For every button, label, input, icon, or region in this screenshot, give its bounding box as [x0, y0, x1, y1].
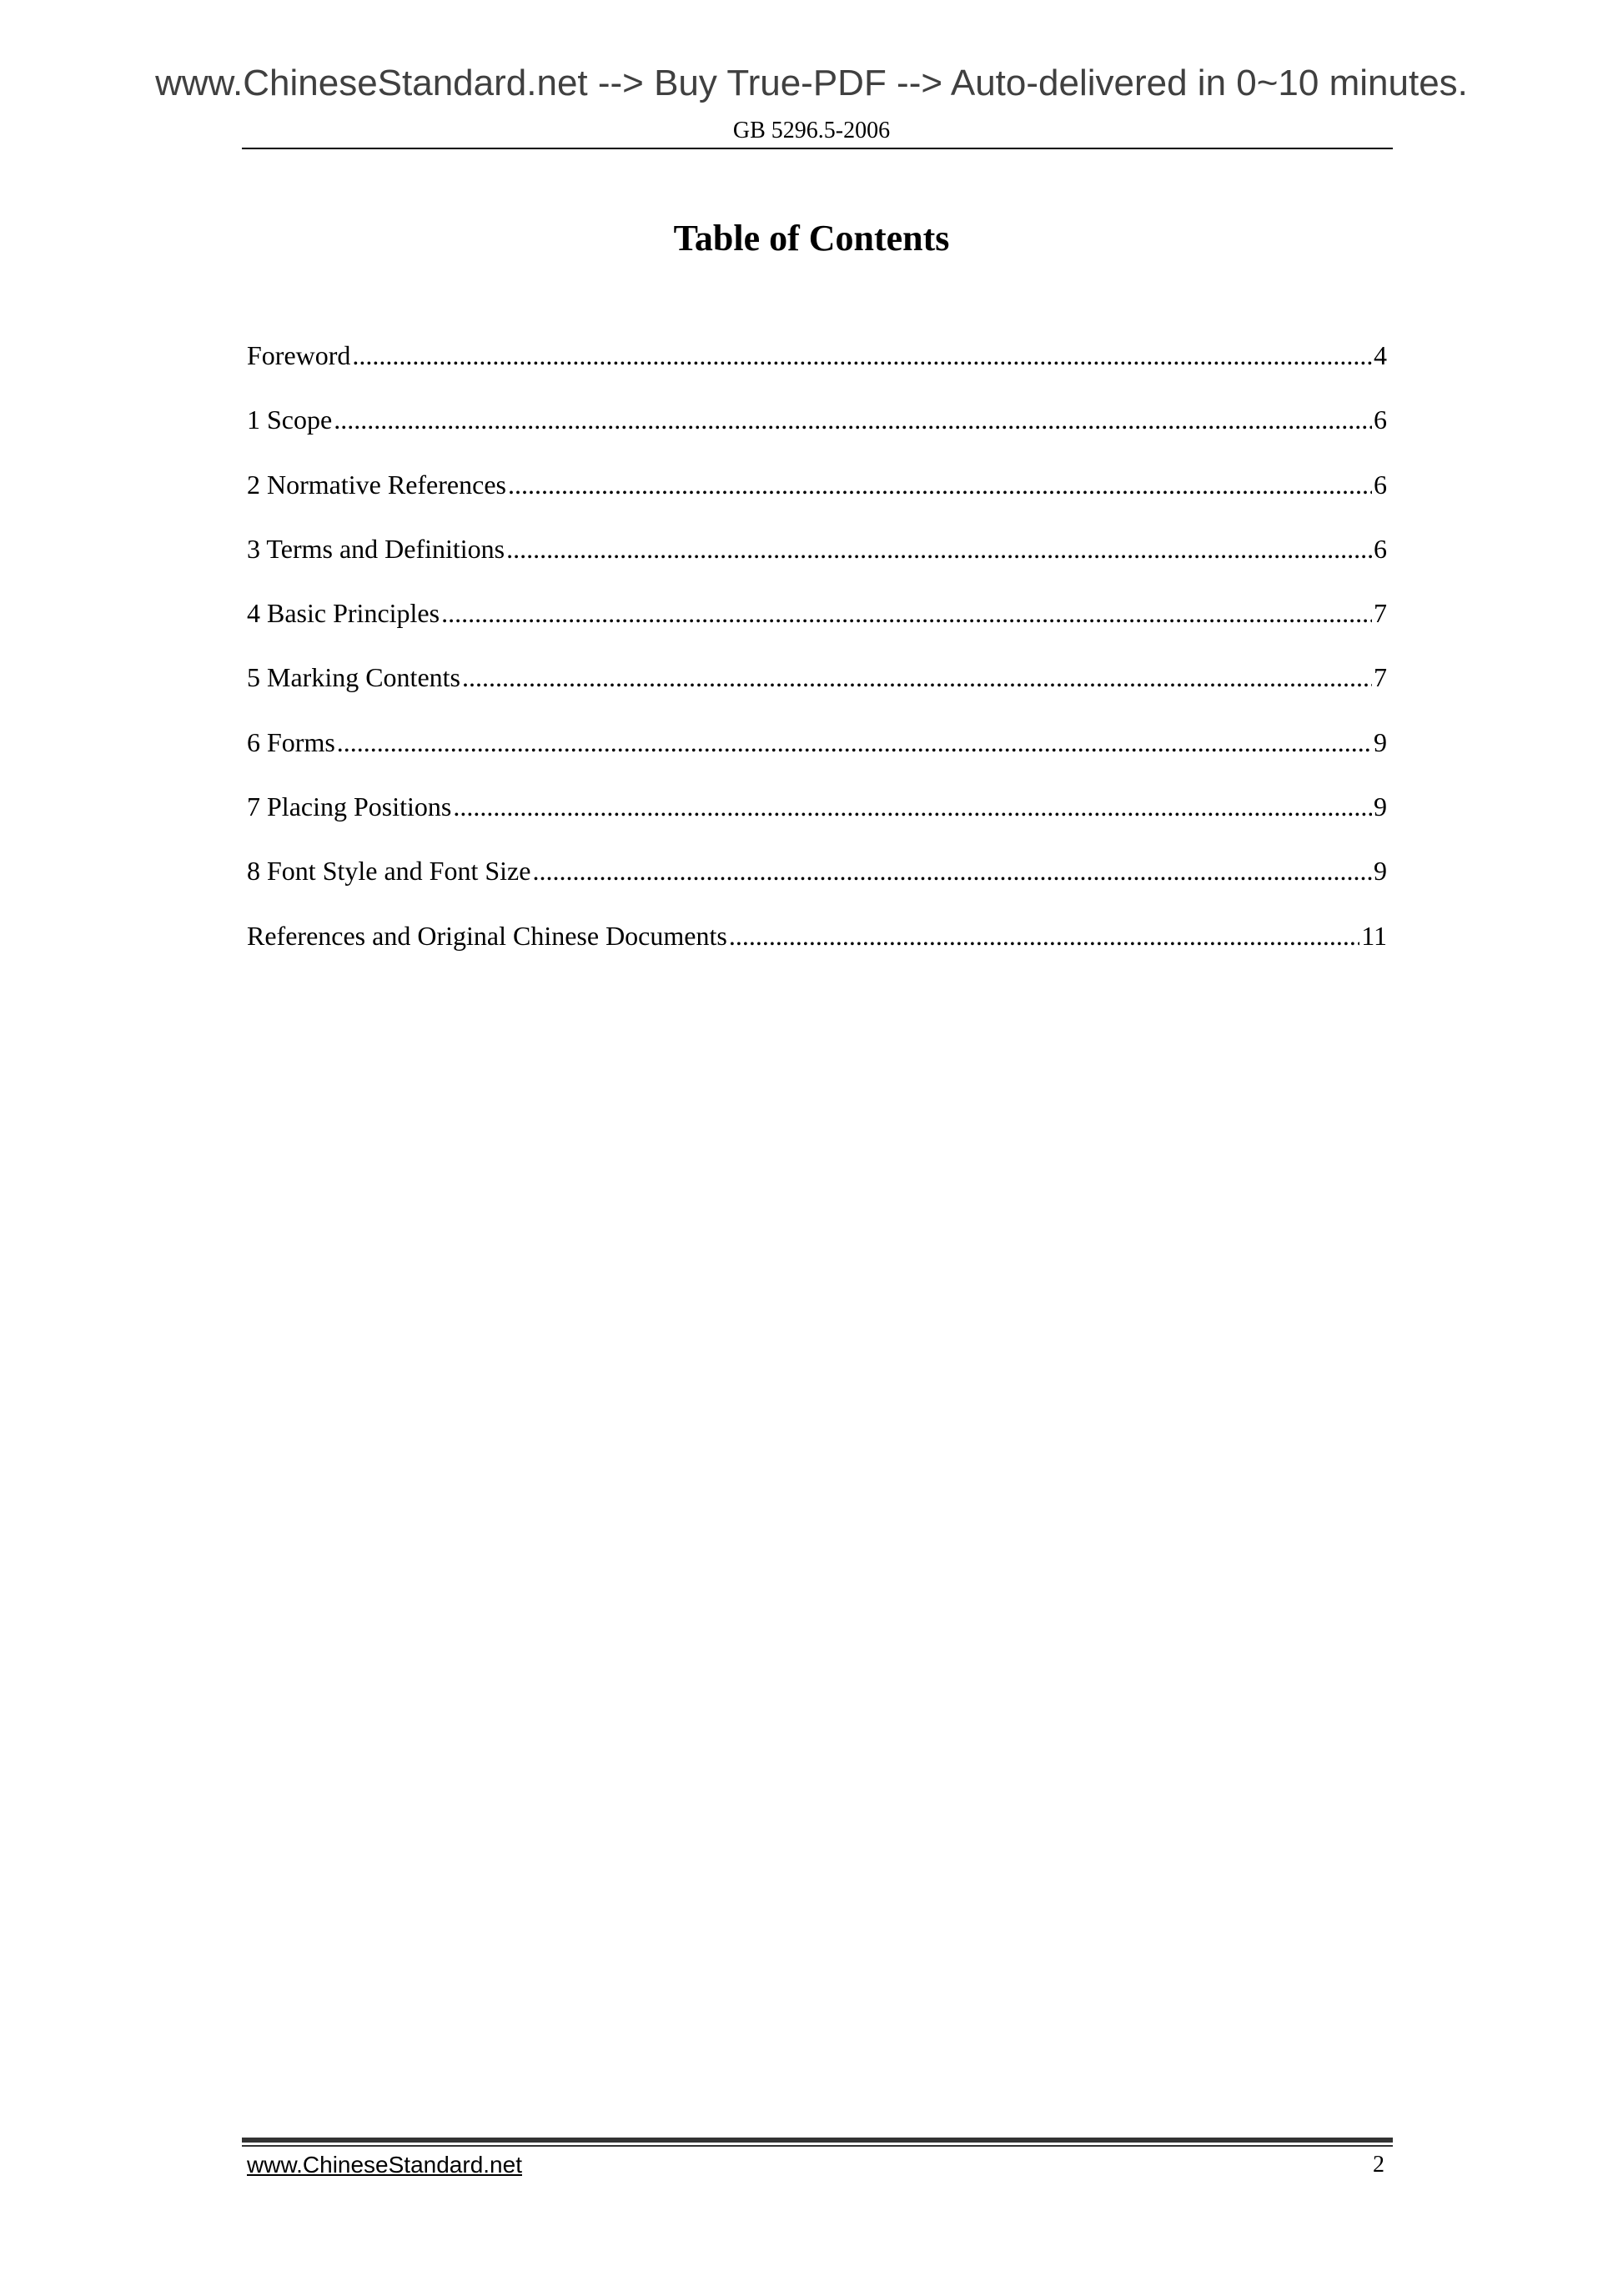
toc-entry-references[interactable]	[247, 919, 1387, 983]
toc-title: Table of Contents	[673, 218, 950, 259]
toc-dot-leader	[334, 403, 1372, 436]
toc-dot-leader	[506, 532, 1372, 565]
toc-entry-page: 6	[1374, 404, 1387, 435]
toc-entry-page: 7	[1374, 662, 1387, 693]
header-divider	[242, 148, 1393, 149]
toc-entry-page: 9	[1374, 791, 1387, 822]
page-number: 2	[1373, 2152, 1384, 2178]
toc-entry-label: 8 Font Style and Font Size	[247, 856, 531, 887]
toc-entry-forms[interactable]	[247, 726, 1387, 790]
toc-entry-label: 3 Terms and Definitions	[247, 533, 505, 564]
toc-entry-label: References and Original Chinese Documents	[247, 920, 727, 951]
toc-entry-label: 2 Normative References	[247, 469, 506, 500]
document-id: GB 5296.5-2006	[732, 118, 891, 143]
toc-entry-marking-contents[interactable]	[247, 661, 1387, 725]
toc-entry-basic-principles[interactable]	[247, 596, 1387, 661]
toc-entry-normative-references[interactable]	[247, 468, 1387, 532]
toc-entry-page: 7	[1374, 598, 1387, 629]
footer-divider-thin	[242, 2145, 1393, 2147]
toc-entry-page: 6	[1374, 533, 1387, 564]
toc-entry-page: 11	[1361, 920, 1387, 951]
toc-dot-leader	[441, 596, 1372, 630]
toc-entry-placing-positions[interactable]	[247, 790, 1387, 854]
toc-dot-leader	[352, 339, 1372, 372]
toc-entry-label: 6 Forms	[247, 726, 335, 757]
toc-entry-scope[interactable]	[247, 403, 1387, 467]
footer-website-link[interactable]: www.ChineseStandard.net	[247, 2152, 522, 2178]
toc-entry-page: 9	[1374, 856, 1387, 887]
toc-entry-foreword[interactable]	[247, 339, 1387, 403]
toc-entry-label: 1 Scope	[247, 404, 333, 435]
toc-entry-terms-and-definitions[interactable]	[247, 532, 1387, 596]
toc-entry-page: 9	[1374, 726, 1387, 757]
toc-dot-leader	[729, 919, 1359, 952]
toc-entry-page: 4	[1374, 340, 1387, 370]
toc-entry-label: 4 Basic Principles	[247, 598, 440, 629]
toc-dot-leader	[508, 468, 1372, 501]
toc-dot-leader	[532, 854, 1372, 887]
toc-entry-label: Foreword	[247, 340, 351, 370]
toc-entry-font-style-and-size[interactable]	[247, 854, 1387, 918]
toc-entry-label: 7 Placing Positions	[247, 791, 452, 822]
toc-entry-page: 6	[1374, 469, 1387, 500]
toc-dot-leader	[453, 790, 1372, 823]
footer-divider-thick	[242, 2138, 1393, 2143]
toc-dot-leader	[462, 661, 1372, 694]
toc-dot-leader	[337, 726, 1372, 759]
table-of-contents	[247, 339, 1387, 983]
top-banner: www.ChineseStandard.net --> Buy True-PDF --> Auto-delivered in 0~10 minutes.	[155, 63, 1468, 103]
toc-entry-label: 5 Marking Contents	[247, 662, 460, 693]
